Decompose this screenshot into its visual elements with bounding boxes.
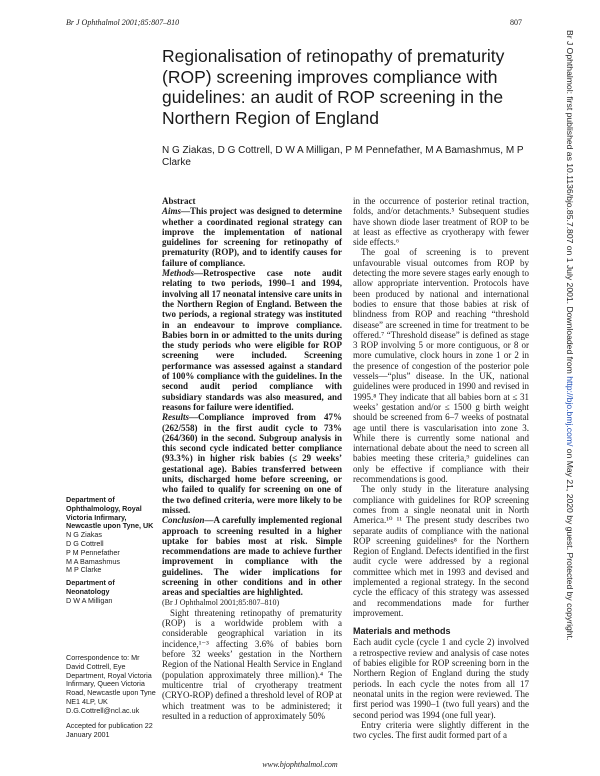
author-affiliation: M A Bamashmus xyxy=(66,556,120,566)
accepted-date: Accepted for publication 22 January 2001 xyxy=(66,721,153,739)
download-watermark xyxy=(565,30,575,750)
abstract-methods xyxy=(162,268,342,412)
body-paragraph: The only study in the literature analysing compliance with guidelines for ROP screening comes from a single neonatal unit in North America.¹⁰ ¹¹ The present study describes two separate audits of compliance with the national ROP screening guidelines⁸ for the Northern Region of England. Defects identified in the first audit cycle were addressed by a regional committee which met in 1993 and devised and implemented a regional strategy. In the second cycle the efficacy of this strategy was assessed and recommendations made for further improvement. xyxy=(353,484,529,618)
watermark-text: Br J Ophthalmol: first published as 10.1136/bjo.85.7.807 on 1 July 2001. Downloaded from xyxy=(565,30,575,377)
body-paragraph: Entry criteria were slightly different in the two cycles. The first audit formed part of a xyxy=(353,719,529,741)
body-paragraph: Each audit cycle (cycle 1 and cycle 2) involved a retrospective review and analysis of case notes of babies eligible for ROP screening born in the Northern Region of England during the study periods. In each cycle the notes from all 17 neonatal units in the region were reviewed. The first period was 1990–1 (two full years) and the second period was 1994 (one full year). xyxy=(353,637,529,720)
author-affiliation: M P Clarke xyxy=(66,565,102,575)
abstract-results xyxy=(162,412,342,515)
affiliations xyxy=(66,496,158,606)
journal-link[interactable]: http://bjo.bmj.com/ xyxy=(565,376,575,447)
aims-label: Aims xyxy=(162,206,182,217)
author-list: N G Ziakas, D G Cottrell, D W A Milligan, P M Pennefather, M A Bamashmus, M P Clarke xyxy=(162,145,524,168)
body-paragraph: in the occurrence of posterior retinal traction, folds, and/or detachments.⁵ Subsequent studies have shown diode laser treatment of ROP to be at least as effective as cryotherapy with fewer side effects.⁶ xyxy=(353,196,529,248)
author-affiliation: D G Cottrell xyxy=(66,538,104,548)
journal-citation-header: Br J Ophthalmol 2001;85:807–810 xyxy=(66,18,180,27)
body-paragraph: The goal of screening is to prevent unfavourable visual outcomes from ROP by detecting the more severe stages early enough to allow appropriate intervention. Protocols have been produced by national and international bodies to ensure that those babies at risk of blindness from ROP and reaching “threshold disease” are screened in time for treatment to be offered.⁷ “Threshold disease” is defined as stage 3 ROP involving 5 or more contiguous, or 8 or more cumulative, clock hours in zone 1 or 2 in the presence of congestion of the posterior pole vessels—“plus” disease. In the UK, national guidelines were produced in 1990 and revised in 1995.⁸ They indicate that all babies born at ≤ 31 weeks’ gestation and/or ≤ 1500 g birth weight should be screened from 6–7 weeks of postnatal age until there is vascularisation into zone 3. While there is currently some national and international debate about the need to screen all babies meeting these criteria,⁹ guidelines can only be effective if compliance with their recommendations is good. xyxy=(353,247,529,485)
right-column xyxy=(353,196,529,740)
results-text: —Compliance improved from 47% (262/558) in the first audit cycle to 73% (264/360) in the second. Subgroup analysis in this second cycle indicated better compliance (93.3%) in higher risk babies (≤ 29 weeks’ gestational age). Babies transferred between units, discharged home before screening, or who failed to qualify for screening on one of the two defined criteria, were more likely to be missed. xyxy=(162,412,342,515)
abstract-conclusion xyxy=(162,515,342,597)
abstract-aims xyxy=(162,206,342,268)
conclusion-text: —A carefully implemented regional approach to screening resulted in a higher uptake for babies most at risk. Simple recommendations are made to achieve further improvement in compliance with the guidelines. The wider implications for screening in other conditions and in other areas and specialties are highlighted. xyxy=(162,515,342,598)
methods-section-heading: Materials and methods xyxy=(353,626,451,637)
page-number: 807 xyxy=(510,18,522,27)
watermark-text-end: on May 21, 2020 by guest. Protected by copyright. xyxy=(565,446,575,641)
left-column xyxy=(162,196,342,721)
methods-label: Methods xyxy=(162,268,195,279)
correspondence: Correspondence to: Mr David Cottrell, Eye Department, Royal Victoria Infirmary, Queen Victoria Road, Newcastle upon Tyne NE1 4LP, UK D.G.Cottrell@ncl.ac.uk xyxy=(66,653,156,715)
department-ophthalmology: Department of Ophthalmology, Royal Victoria Infirmary, Newcastle upon Tyne, UK xyxy=(66,495,154,531)
author-affiliation: D W A Milligan xyxy=(66,595,113,605)
author-affiliation: N G Ziakas xyxy=(66,530,102,540)
abstract-citation: (Br J Ophthalmol 2001;85:807–810) xyxy=(162,597,280,607)
department-neonatology: Department of Neonatology xyxy=(66,578,115,596)
abstract-heading: Abstract xyxy=(162,196,196,206)
aims-text: —This project was designed to determine whether a coordinated regional strategy can improve the implementation of national guidelines for screening for retinopathy of prematurity (ROP), and to identify causes for failure of compliance. xyxy=(162,206,342,268)
article-title: Regionalisation of retinopathy of prematurity (ROP) screening improves compliance with guidelines: an audit of ROP screening in the Northern Region of England xyxy=(162,46,505,128)
intro-paragraph: Sight threatening retinopathy of prematurity (ROP) is a worldwide problem with a considerable geographical variation in its incidence,¹⁻³ affecting 3.6% of babies born before 32 weeks’ gestation in the Northern Region of the National Health Service in England (population approximately three million).⁴ The multicentre trial of cryotherapy treatment (CRYO-ROP) defined a threshold level of ROP at which treatment was to be administered; it resulted in a reduction of approximately 50% xyxy=(162,607,342,721)
author-affiliation: P M Pennefather xyxy=(66,547,120,557)
footer-url: www.bjophthalmol.com xyxy=(262,760,338,769)
methods-text: —Retrospective case note audit relating to two periods, 1990–1 and 1994, involving all 17 neonatal intensive care units in the Northern Region of England. Between the two periods, a regional strategy was instituted in an endeavour to improve compliance. Babies born in or admitted to the units during the study periods who were eligible for ROP screening were included. Screening performance was assessed against a standard of 100% compliance with the guidelines. In the second audit period compliance with subsidiary standards was also measured, and reasons for failure were identified. xyxy=(162,268,342,412)
conclusion-label: Conclusion xyxy=(162,515,205,526)
results-label: Results xyxy=(162,412,190,423)
